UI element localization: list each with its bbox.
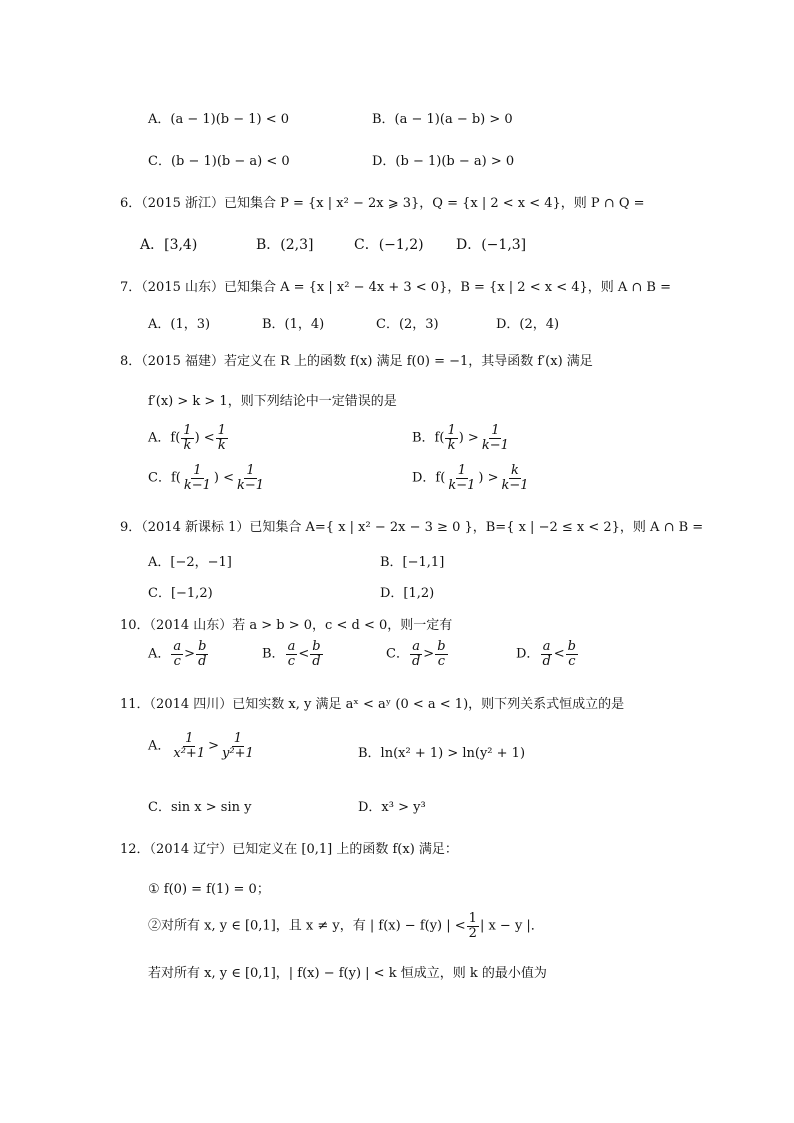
- q8-c-label: C．f(: [148, 470, 181, 486]
- q10-b-den1: c: [287, 653, 296, 669]
- q9-option-b: B．[−1,1]: [380, 555, 445, 570]
- q8-c-den1: k−1: [183, 477, 211, 493]
- q8-c-num2: 1: [246, 463, 255, 478]
- q8-stem-line2: f′(x) > k > 1，则下列结论中一定错误的是: [148, 394, 397, 409]
- q12-condition-1: ① f(0) = f(1) = 0；: [148, 882, 270, 897]
- q10-b-frac-right: [310, 640, 322, 668]
- q11-a-label: A．: [148, 738, 171, 754]
- q10-c-den1: d: [411, 653, 421, 669]
- q10-c-num1: a: [412, 639, 420, 654]
- q10-a-frac-left: [171, 640, 183, 668]
- q8-d-frac-left: [446, 464, 477, 492]
- q10-b-den2: d: [312, 653, 321, 669]
- q11-option-a: [148, 732, 257, 760]
- q8-option-d: [412, 464, 532, 492]
- q8-d-label: D．f(: [412, 470, 446, 486]
- q11-option-c: C．sin x > sin y: [148, 800, 252, 815]
- q8-b-den2: k−1: [481, 437, 509, 453]
- q8-d-den1: k−1: [448, 477, 476, 493]
- q6-option-a: A．[3,4): [140, 237, 198, 253]
- q8-b-rel: ) >: [458, 430, 479, 446]
- q10-c-label: C．: [386, 646, 409, 662]
- q6-stem: 6．（2015 浙江）已知集合 P = {x | x² − 2x ⩾ 3}，Q = {x | 2 < x < 4}，则 P ∩ Q =: [120, 196, 645, 211]
- q10-c-den2: c: [437, 653, 445, 669]
- q11-option-b: B．ln(x² + 1) > ln(y² + 1): [358, 746, 526, 761]
- q6-option-d: D．(−1,3]: [456, 237, 527, 253]
- q8-stem-line1: 8．（2015 福建）若定义在 R 上的函数 f(x) 满足 f(0) = −1，其导函数 f′(x) 满足: [120, 354, 593, 369]
- q8-a-rel: ) <: [194, 430, 215, 446]
- q8-a-den1: k: [183, 437, 192, 453]
- q10-option-a: [148, 640, 209, 668]
- q10-a-den1: c: [173, 653, 181, 669]
- q8-c-den2: k−1: [237, 477, 265, 493]
- q8-a-frac-left: [181, 424, 193, 452]
- q5-option-a: A．(a − 1)(b − 1) < 0: [148, 112, 290, 127]
- q11-a-den1: x²+1: [173, 745, 206, 761]
- q10-option-c: [386, 640, 449, 668]
- q10-option-b: [262, 640, 324, 668]
- q6-option-c: C．(−1,2): [354, 237, 424, 253]
- q10-a-frac-right: [196, 640, 208, 668]
- q8-c-frac-left: [182, 464, 213, 492]
- q8-option-a: [148, 424, 229, 452]
- q7-stem: 7．（2015 山东）已知集合 A = {x | x² − 4x + 3 < 0}，B = {x | 2 < x < 4}，则 A ∩ B =: [120, 280, 672, 295]
- q10-c-frac-right: [435, 640, 447, 668]
- q10-a-den2: d: [198, 653, 207, 669]
- q10-d-frac-left: [540, 640, 552, 668]
- q8-d-num2: k: [511, 463, 519, 478]
- q12-half-num: 1: [468, 911, 477, 926]
- q11-option-d: D．x³ > y³: [358, 800, 426, 815]
- q8-b-num2: 1: [491, 423, 500, 438]
- q9-stem: 9．（2014 新课标 1）已知集合 A={ x | x² − 2x − 3 ≥ 0 }，B={ x | −2 ≤ x < 2}，则 A ∩ B =: [120, 520, 704, 535]
- q10-d-label: D．: [516, 646, 540, 662]
- q10-option-d: [516, 640, 579, 668]
- q10-a-num2: b: [198, 639, 207, 654]
- q10-a-rel: >: [184, 646, 196, 662]
- q7-option-d: D．(2，4): [496, 317, 560, 332]
- q10-b-frac-left: [286, 640, 298, 668]
- q8-d-rel: ) >: [478, 470, 499, 486]
- q10-d-den2: c: [568, 653, 576, 669]
- q8-a-frac-right: [216, 424, 228, 452]
- q10-d-num1: a: [542, 639, 551, 654]
- q6-option-b: B．(2,3]: [256, 237, 314, 253]
- q8-b-num1: 1: [447, 423, 456, 438]
- q10-a-label: A．: [148, 646, 171, 662]
- q10-c-num2: b: [437, 639, 446, 654]
- q8-option-b: [412, 424, 512, 452]
- q9-option-a: A．[−2，−1]: [148, 555, 232, 570]
- q7-option-a: A．(1，3): [148, 317, 211, 332]
- q10-d-den1: d: [542, 653, 551, 669]
- q8-b-label: B．f(: [412, 430, 445, 446]
- q10-b-num1: a: [287, 639, 296, 654]
- q10-c-rel: >: [423, 646, 435, 662]
- q10-b-num2: b: [312, 639, 321, 654]
- q12-half-frac: [467, 912, 479, 940]
- q8-d-den2: k−1: [501, 477, 529, 493]
- q8-b-frac-right: [480, 424, 511, 452]
- q8-a-den2: k: [217, 437, 226, 453]
- q5-option-d: D．(b − 1)(b − a) > 0: [372, 154, 515, 169]
- q7-option-b: B．(1，4): [262, 317, 325, 332]
- q8-c-num1: 1: [193, 463, 202, 478]
- q11-stem: 11．（2014 四川）已知实数 x, y 满足 aˣ < aʸ (0 < a < 1)，则下列关系式恒成立的是: [120, 697, 625, 712]
- q8-b-frac-left: [445, 424, 457, 452]
- q7-option-c: C．(2，3): [376, 317, 439, 332]
- q10-b-rel: <: [298, 646, 310, 662]
- q12-stem: 12．（2014 辽宁）已知定义在 [0,1] 上的函数 f(x) 满足：: [120, 842, 458, 857]
- q8-a-label: A．f(: [148, 430, 181, 446]
- q8-c-frac-right: [235, 464, 266, 492]
- q11-a-frac-left: [171, 732, 207, 760]
- q10-d-num2: b: [567, 639, 576, 654]
- q11-a-num1: 1: [185, 731, 194, 746]
- q8-option-c: [148, 464, 267, 492]
- q8-b-den1: k: [447, 437, 456, 453]
- q5-option-b: B．(a − 1)(a − b) > 0: [372, 112, 513, 127]
- q8-d-frac-right: [499, 464, 530, 492]
- q9-option-c: C．[−1,2): [148, 586, 213, 601]
- q10-c-frac-left: [410, 640, 422, 668]
- q10-d-frac-right: [566, 640, 578, 668]
- q11-a-rel: >: [208, 738, 220, 754]
- q12-condition-2: [148, 912, 544, 940]
- q10-a-num1: a: [173, 639, 182, 654]
- q11-a-num2: 1: [233, 731, 243, 746]
- q10-stem: 10．（2014 山东）若 a > b > 0，c < d < 0，则一定有: [120, 618, 453, 633]
- q8-a-num1: 1: [183, 423, 192, 438]
- q12-cond2-start: ②对所有 x, y ∈ [0,1]，且 x ≠ y，有 | f(x) − f(y) | <: [148, 918, 466, 934]
- q8-c-rel: ) <: [213, 470, 234, 486]
- q8-a-num2: 1: [217, 423, 226, 438]
- q12-final-line: 若对所有 x, y ∈ [0,1]，| f(x) − f(y) | < k 恒成立，则 k 的最小值为: [148, 966, 547, 981]
- q10-b-label: B．: [262, 646, 285, 662]
- q5-option-c: C．(b − 1)(b − a) < 0: [148, 154, 290, 169]
- q11-a-den2: y²+1: [222, 745, 254, 761]
- q10-d-rel: <: [553, 646, 565, 662]
- q11-a-frac-right: [220, 732, 256, 760]
- q12-cond2-end: | x − y |．: [479, 918, 544, 934]
- q12-half-den: 2: [468, 925, 477, 941]
- q9-option-d: D．[1,2): [380, 586, 435, 601]
- q8-d-num1: 1: [457, 463, 466, 478]
